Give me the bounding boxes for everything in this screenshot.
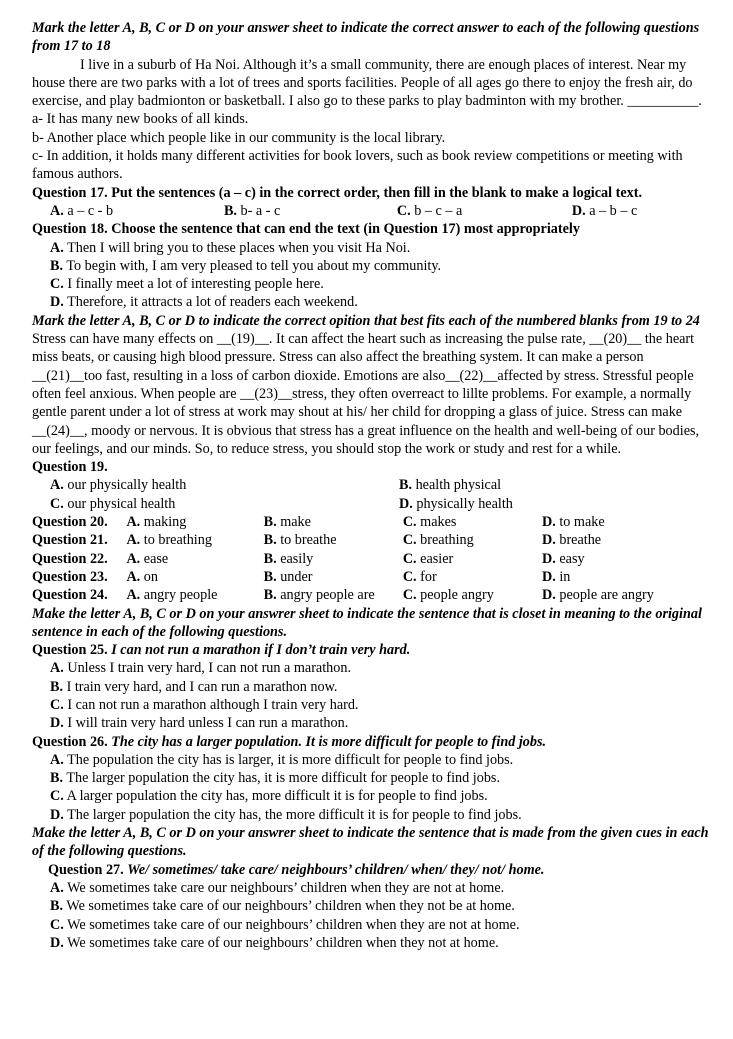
question-26-stem: Question 26. The city has a larger population. It is more difficult for people to find jobs. <box>32 733 547 750</box>
option-b[interactable]: B. I train very hard, and I can run a marathon now. <box>50 678 338 695</box>
question-27-stem: Question 27. We/ sometimes/ take care/ neighbours’ children/ when/ they/ not/ home. <box>48 861 545 878</box>
option-b[interactable]: B. to breathe <box>263 532 337 549</box>
option-d[interactable]: D. in <box>542 568 571 585</box>
option-c[interactable]: C. We sometimes take care of our neighbours’ children when they are not at home. <box>50 916 520 933</box>
option-a[interactable]: A. on <box>126 568 158 585</box>
option-c[interactable]: C. I finally meet a lot of interesting people here. <box>50 276 324 293</box>
option-d[interactable]: D. to make <box>542 514 605 531</box>
option-d[interactable]: D. physically health <box>399 495 513 512</box>
option-d[interactable]: D. a – b – c <box>571 202 638 219</box>
option-d[interactable]: D. people are angry <box>542 587 654 604</box>
option-c[interactable]: C. people angry <box>402 587 494 604</box>
option-d[interactable]: D. easy <box>542 550 585 567</box>
question-21 <box>32 531 711 549</box>
question-19-options-row1 <box>32 476 711 494</box>
option-c[interactable]: C. I can not run a marathon although I train very hard. <box>50 696 359 713</box>
option-b[interactable]: B. The larger population the city has, it is more difficult for people to find jobs. <box>50 770 500 787</box>
passage-community: I live in a suburb of Ha Noi. Although it’s a small community, there are enough places of interest. Near my house there are two parks with a lot of trees and sports facilities. People of all ages go there to enjoy the fresh air, do exercise, and play badmionton or basketball. I also go to these parks to play badminton with my brother. __________. <box>32 56 702 110</box>
sentence-a: a- It has many new books of all kinds. <box>32 111 249 128</box>
question-17-options <box>32 202 711 220</box>
option-c[interactable]: C. our physical health <box>50 495 176 512</box>
question-18-options <box>32 239 711 312</box>
sentence-b: b- Another place which people like in our community is the local library. <box>32 129 446 146</box>
option-b[interactable]: B. make <box>263 514 311 531</box>
option-b[interactable]: B. health physical <box>399 477 502 494</box>
option-b[interactable]: B. We sometimes take care of our neighbours’ children when they not be at home. <box>50 898 515 915</box>
option-d[interactable]: D. We sometimes take care of our neighbours’ children when they not at home. <box>50 934 499 951</box>
passage-stress: Stress can have many effects on __(19)__. It can affect the heart such as increasing the pulse rate, __(20)__ the heart miss beats, or causing high blood pressure. Stress can also affect the breathing system. It can make a person __(21)__too fast, resulting in a loss of carbon dioxide. Emotions are also__(22)__affected by stress. Stressful people often feel anxious. When people are __(23)__stress, they often overreact to lillte problems. For example, a normally gentle parent under a lot of stress at work may shout at his/ her child for dropping a glass of juice. Stress can make __(24)__, moody or nervous. It is obvious that stress has a great influence on the health and well-being of our bodies, our feelings, and our minds. So, to reduce stress, you should stop the work or study and rest for a while. <box>32 331 700 457</box>
question-19-options-row2 <box>32 495 711 513</box>
option-a[interactable]: A. The population the city has is larger, it is more difficult for people to find jobs. <box>50 751 514 768</box>
option-a[interactable]: A. We sometimes take care our neighbours’ children when they are not at home. <box>50 879 505 896</box>
question-24 <box>32 586 711 604</box>
option-a[interactable]: A. ease <box>126 550 169 567</box>
question-23 <box>32 568 711 586</box>
instruction-25-26: Make the letter A, B, C or D on your answrer sheet to indicate the sentence that is closet in meaning to the original sentence in each of the following questions. <box>32 605 702 640</box>
option-b[interactable]: B. b- a - c <box>223 202 281 219</box>
option-a[interactable]: A. making <box>126 514 187 531</box>
question-label: Question 23. <box>32 568 108 585</box>
option-c[interactable]: C. makes <box>402 514 457 531</box>
question-18-stem: Question 18. Choose the sentence that can end the text (in Question 17) most appropriately <box>32 221 580 238</box>
question-label: Question 20. <box>32 514 108 531</box>
question-19-label: Question 19. <box>32 459 108 476</box>
option-d[interactable]: D. I will train very hard unless I can run a marathon. <box>50 715 349 732</box>
option-c[interactable]: C. breathing <box>402 532 474 549</box>
option-b[interactable]: B. angry people are <box>263 587 375 604</box>
sentence-c: c- In addition, it holds many different activities for book lovers, such as book review competitions or meeting with famous authors. <box>32 148 683 183</box>
option-a[interactable]: A. angry people <box>126 587 218 604</box>
option-d[interactable]: D. The larger population the city has, the more difficult it is for people to find jobs. <box>50 806 522 823</box>
option-d[interactable]: D. breathe <box>542 532 602 549</box>
option-b[interactable]: B. To begin with, I am very pleased to tell you about my community. <box>50 257 442 274</box>
instruction-19-24: Mark the letter A, B, C or D to indicate the correct opition that best fits each of the numbered blanks from 19 to 24 <box>32 312 700 329</box>
question-17-stem: Question 17. Put the sentences (a – c) in the correct order, then fill in the blank to make a logical text. <box>32 184 642 201</box>
option-a[interactable]: A. Then I will bring you to these places when you visit Ha Noi. <box>50 239 411 256</box>
question-25-options <box>32 659 711 732</box>
option-b[interactable]: B. under <box>263 568 313 585</box>
question-22 <box>32 550 711 568</box>
option-d[interactable]: D. Therefore, it attracts a lot of readers each weekend. <box>50 294 358 311</box>
option-a[interactable]: A. a – c - b <box>50 202 114 219</box>
instruction-27: Make the letter A, B, C or D on your answrer sheet to indicate the sentence that is made from the given cues in each of the following questions. <box>32 825 709 860</box>
option-a[interactable]: A. Unless I train very hard, I can not run a marathon. <box>50 660 351 677</box>
option-c[interactable]: C. for <box>402 568 437 585</box>
question-26-options <box>32 751 711 824</box>
question-label: Question 22. <box>32 550 108 567</box>
option-c[interactable]: C. easier <box>402 550 454 567</box>
question-27-options <box>32 879 711 952</box>
question-20 <box>32 513 711 531</box>
question-25-stem: Question 25. I can not run a marathon if I don’t train very hard. <box>32 642 411 659</box>
option-a[interactable]: A. our physically health <box>50 477 187 494</box>
instruction-17-18: Mark the letter A, B, C or D on your answer sheet to indicate the correct answer to each of the following questions from 17 to 18 <box>32 20 700 55</box>
question-label: Question 21. <box>32 532 108 549</box>
option-c[interactable]: C. b – c – a <box>396 202 463 219</box>
option-b[interactable]: B. easily <box>263 550 314 567</box>
option-c[interactable]: C. A larger population the city has, more difficult it is for people to find jobs. <box>50 788 488 805</box>
question-label: Question 24. <box>32 587 108 604</box>
option-a[interactable]: A. to breathing <box>126 532 212 549</box>
